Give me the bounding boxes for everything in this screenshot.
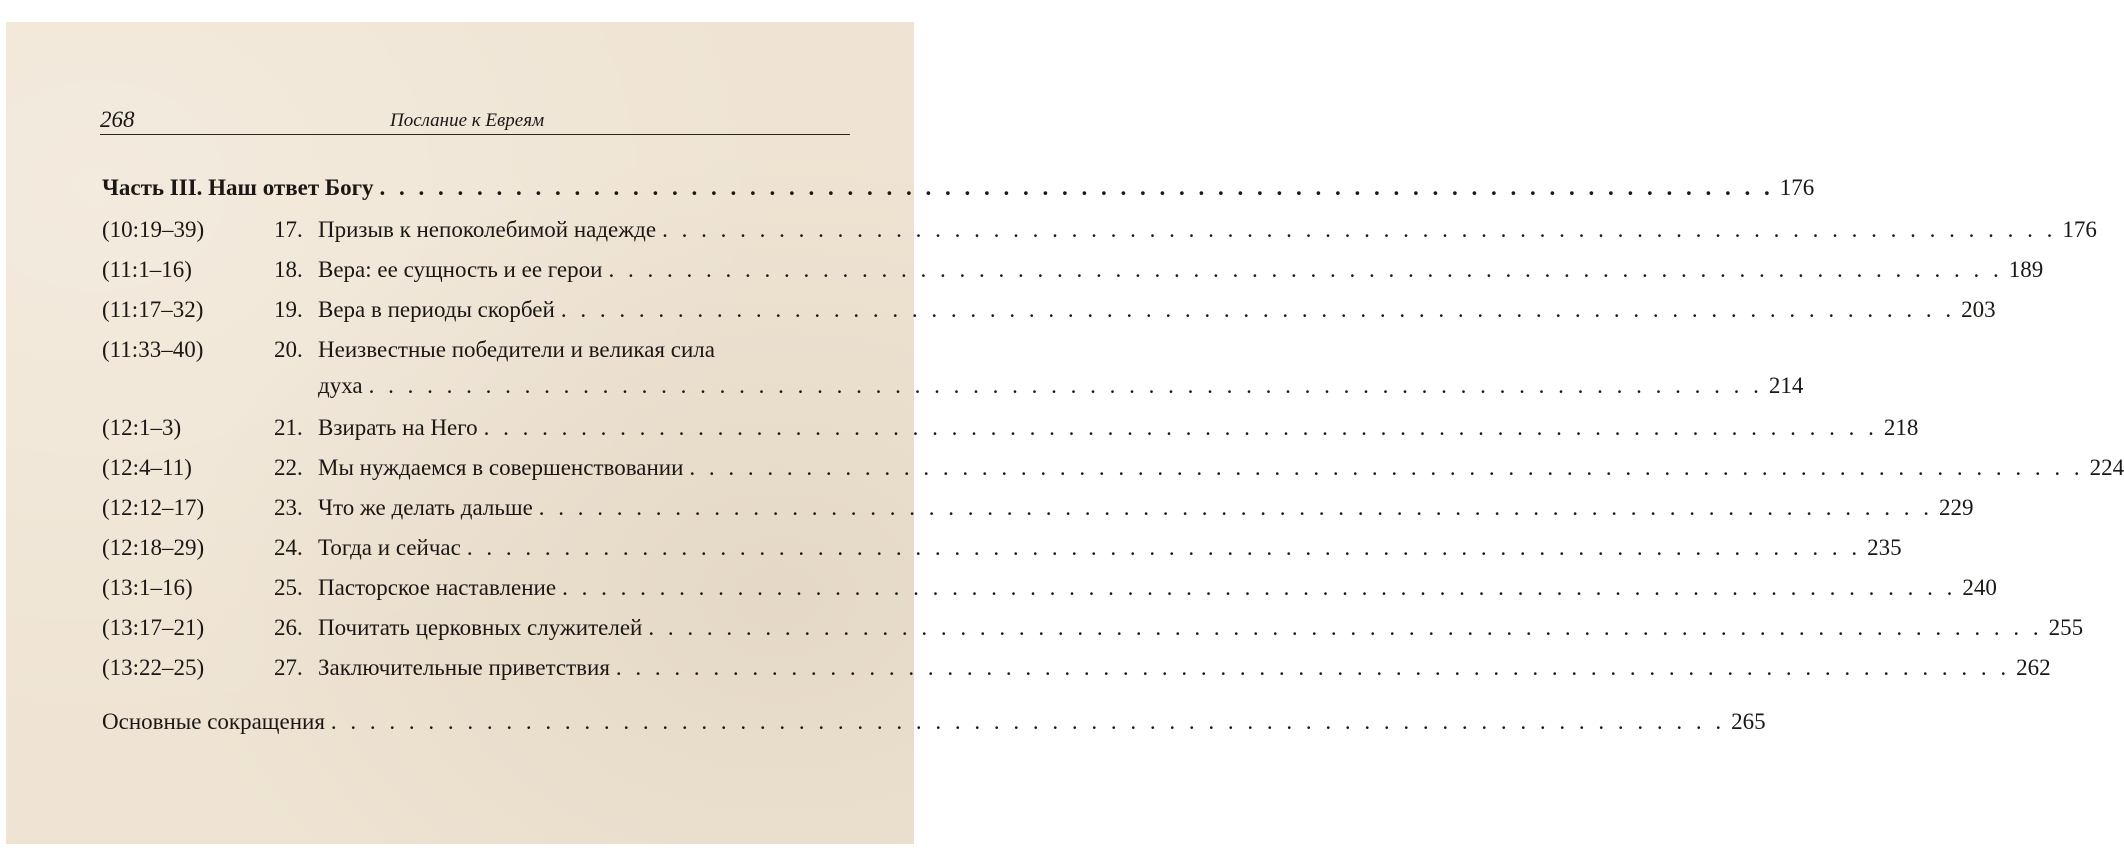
scripture-ref: (13:1–16)	[102, 575, 193, 600]
chapter-number: 18.	[274, 257, 303, 282]
chapter-number: 26.	[274, 615, 303, 640]
chapter-number: 23.	[274, 495, 303, 520]
scripture-ref: (12:18–29)	[102, 535, 205, 560]
table-of-contents	[102, 168, 2124, 742]
scripture-ref: (13:17–21)	[102, 615, 205, 640]
part-title: Часть III. Наш ответ Богу	[102, 175, 374, 200]
chapter-title-line1: Неизвестные победители и великая сила	[318, 337, 715, 362]
leader-dots: . . . . . . . . . . . . . . . . . . . . . . . . . . . . . . . . . . . . . . . . . . . . . . . . . . . . . . . . . . . . . . . . . . . . . . . .	[368, 373, 1763, 398]
leader-dots: . . . . . . . . . . . . . . . . . . . . . . . . . . . . . . . . . . . . . . . . . . . . . . . . . . . . . . . . . . . . . . . . . . . . . . . .	[483, 415, 1878, 440]
book-page	[6, 22, 2124, 844]
chapter-title: Пасторское наставление	[318, 575, 557, 600]
chapter-title: Мы нуждаемся в совершенствовании	[318, 455, 684, 480]
part-page: 176	[1779, 175, 1815, 200]
toc-appendix-row	[102, 702, 1766, 742]
chapter-title: духа	[318, 373, 363, 398]
scripture-ref: (11:17–32)	[102, 297, 204, 322]
chapter-number: 19.	[274, 297, 303, 322]
chapter-page: 255	[2048, 615, 2084, 640]
toc-row	[102, 608, 2084, 648]
toc-row	[102, 568, 1997, 608]
chapter-title: Что же делать дальше	[318, 495, 533, 520]
chapter-title: Почитать церковных служителей	[318, 615, 643, 640]
scripture-ref: (12:12–17)	[102, 495, 205, 520]
leader-dots: . . . . . . . . . . . . . . . . . . . . . . . . . . . . . . . . . . . . . . . . . . . . . . . . . . . . . . . . . . . . . . . . . . . . . . . .	[689, 455, 2084, 480]
scripture-ref: (10:19–39)	[102, 217, 205, 242]
leader-dots: . . . . . . . . . . . . . . . . . . . . . . . . . . . . . . . . . . . . . . . . . . . . . . . . . . . . . . . . . . . . . . . . . . . . . . . .	[562, 575, 1957, 600]
page-number: 268	[100, 107, 135, 132]
scripture-ref: (11:33–40)	[102, 337, 204, 362]
chapter-number: 21.	[274, 415, 303, 440]
chapter-title: Тогда и сейчас	[318, 535, 461, 560]
chapter-page: 176	[2062, 217, 2097, 242]
scripture-ref: (12:4–11)	[102, 455, 192, 480]
appendix-page: 265	[1731, 709, 1766, 734]
appendix-title: Основные сокращения	[102, 709, 325, 734]
chapter-number: 24.	[274, 535, 303, 560]
leader-dots: . . . . . . . . . . . . . . . . . . . . . . . . . . . . . . . . . . . . . . . . . . . . . . . . . . . . . . . . . . . . . . . . . . . . . . . .	[466, 535, 1862, 560]
toc-row	[102, 290, 1996, 330]
toc-row	[102, 408, 1919, 448]
chapter-number: 22.	[274, 455, 303, 480]
leader-dots: . . . . . . . . . . . . . . . . . . . . . . . . . . . . . . . . . . . . . . . . . . . . . . . . . . . . . . . . . . . . . . . . . . . . . . . .	[608, 257, 2003, 282]
chapter-page: 224	[2089, 455, 2124, 480]
chapter-number: 27.	[274, 655, 303, 680]
leader-dots: . . . . . . . . . . . . . . . . . . . . . . . . . . . . . . . . . . . . . . . . . . . . . . . . . . . . . . . . . . . . . . . . . . . . . . . .	[379, 175, 1774, 200]
scripture-ref: (11:1–16)	[102, 257, 192, 282]
header-rule	[100, 134, 850, 135]
toc-row	[102, 448, 2124, 488]
toc-part-row	[102, 168, 1815, 210]
chapter-page: 240	[1962, 575, 1997, 600]
leader-dots: . . . . . . . . . . . . . . . . . . . . . . . . . . . . . . . . . . . . . . . . . . . . . . . . . . . . . . . . . . . . . . . . . . . . . . . .	[648, 615, 2043, 640]
toc-row	[102, 330, 1804, 408]
leader-dots: . . . . . . . . . . . . . . . . . . . . . . . . . . . . . . . . . . . . . . . . . . . . . . . . . . . . . . . . . . . . . . . . . . . . . . . .	[662, 217, 2057, 242]
chapter-page: 189	[2008, 257, 2044, 282]
chapter-title: Заключительные приветствия	[318, 655, 610, 680]
scripture-ref: (13:22–25)	[102, 655, 205, 680]
chapter-number: 17.	[274, 217, 303, 242]
chapter-page: 235	[1867, 535, 1902, 560]
page-header	[100, 108, 846, 134]
toc-row	[102, 210, 2097, 250]
chapter-page: 229	[1939, 495, 1974, 520]
chapter-page: 203	[1961, 297, 1996, 322]
chapter-number: 25.	[274, 575, 303, 600]
toc-row	[102, 250, 2044, 290]
leader-dots: . . . . . . . . . . . . . . . . . . . . . . . . . . . . . . . . . . . . . . . . . . . . . . . . . . . . . . . . . . . . . . . . . . . . . . . .	[330, 709, 1726, 734]
toc-row	[102, 488, 1974, 528]
scripture-ref: (12:1–3)	[102, 415, 182, 440]
toc-row	[102, 528, 1902, 568]
chapter-title: Призыв к непоколебимой надежде	[318, 217, 657, 242]
chapter-title: Вера в периоды скорбей	[318, 297, 555, 322]
leader-dots: . . . . . . . . . . . . . . . . . . . . . . . . . . . . . . . . . . . . . . . . . . . . . . . . . . . . . . . . . . . . . . . . . . . . . . . .	[538, 495, 1934, 520]
chapter-number: 20.	[274, 337, 303, 362]
toc-row	[102, 648, 2051, 688]
leader-dots: . . . . . . . . . . . . . . . . . . . . . . . . . . . . . . . . . . . . . . . . . . . . . . . . . . . . . . . . . . . . . . . . . . . . . . . .	[615, 655, 2011, 680]
chapter-page: 262	[2016, 655, 2051, 680]
chapter-title: Вера: ее сущность и ее герои	[318, 257, 603, 282]
running-title: Послание к Евреям	[390, 110, 545, 131]
chapter-page: 218	[1883, 415, 1919, 440]
chapter-page: 214	[1768, 373, 1804, 398]
leader-dots: . . . . . . . . . . . . . . . . . . . . . . . . . . . . . . . . . . . . . . . . . . . . . . . . . . . . . . . . . . . . . . . . . . . . . . . .	[560, 297, 1956, 322]
chapter-title: Взирать на Него	[318, 415, 478, 440]
